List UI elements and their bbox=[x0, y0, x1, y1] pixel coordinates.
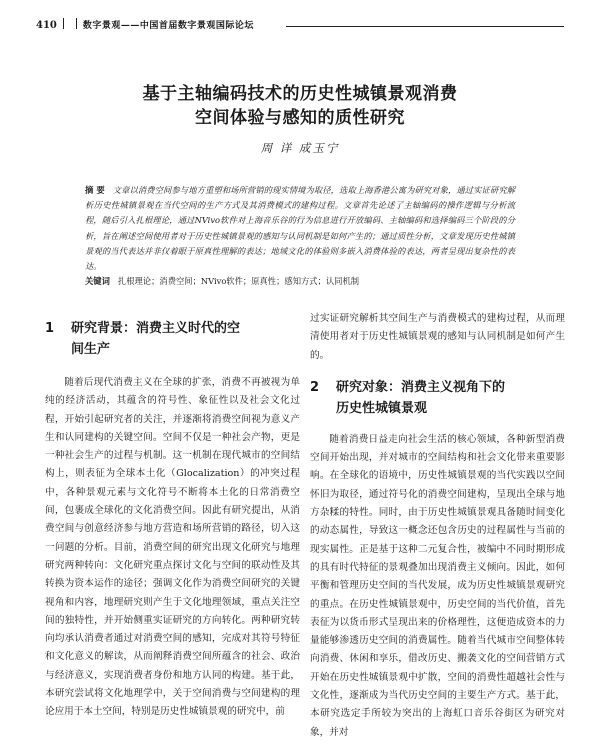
abstract-text: 文章以消费空间参与地方重塑和场所营销的现实情境为取径，选取上海香港公寓为研究对象，通过实证研究解析历史性城镇景观在当代空间的生产方式及其消费模式的建构过程。文章首先论述了主轴编码的操作逻辑与分析流程，随后引入扎根理论，通过NVivo软件对上海音乐谷的行为信息进行开放编码、主轴编码和选择编码三个阶段的分析，旨在阐述空间使用者对于历史性城镇景观的感知与认同机制是如何产生的；通过质性分析，文章发现历史性城镇景观的当代表达并非仅着眼于原真性理解的表达；地域文化的体验则多嵌入消费体验的表达，两者呈现出复杂性的表达。 bbox=[85, 185, 515, 272]
running-head bbox=[36, 17, 564, 35]
paper-title-line1: 基于主轴编码技术的历史性城镇景观消费 bbox=[142, 84, 458, 104]
body-paragraph: 随着后现代消费主义在全球的扩张，消费不再被视为单纯的经济活动，其蕴含的符号性、象征性以及社会文化过程，开始引起研究者的关注，并逐渐将消费空间视为意义产生和认同建构的关键空间。空间不仅是一种社会产物，更是一种社会生产的过程与机制。这一机制在现代城市的空间结构上，则表征为全球本土化（Glocalization）的冲突过程中，各种景观元素与文化符号不断将本土化的日常消费空间，包裹成全球化的文化消费空间。因此有研究提出，从消费空间与创意经济参与地方营造和场所营销的路径，切入这一问题的分析。目前，消费空间的研究出现文化研究与地理研究两种转向：文化研究重点探讨文化与空间的联动性及其转换为资本运作的途径；强调文化作为消费空间研究的关键视角和内容，地理研究则产生于文化地理领域，重点关注空间的独特性，并开始侧重实证研究的方向转化。两种研究转向均承认消费者通过对消费空间的感知，完成对其符号特征和文化意义的解读，从而阐释消费空间所蕴含的社会、政治与经济意义，实现消费者身份和地方认同的构建。基于此，本研究尝试将文化地理学中，关于空间消费与空间建构的理论应用于本土空间，特别是历史性城镇景观的研究中，前 bbox=[45, 377, 300, 718]
keywords bbox=[85, 274, 515, 288]
section-number: 2 bbox=[310, 379, 320, 395]
section-1-heading bbox=[45, 318, 300, 360]
section-title-line: 研究对象：消费主义视角下的 bbox=[336, 379, 506, 395]
section-number: 1 bbox=[45, 321, 55, 336]
header-divider bbox=[76, 18, 77, 29]
page-number: 410 bbox=[36, 20, 57, 31]
section-title-line: 研究背景：消费主义时代的空 bbox=[71, 321, 241, 336]
body-paragraph-continued: 过实证研究解析其空间生产与消费模式的建构过程，从而理清使用者对于历史性城镇景观的感知与认同机制是如何产生的。 bbox=[310, 313, 565, 361]
section-title-line: 历史性城镇景观 bbox=[336, 400, 428, 416]
running-head-title: 数字景观——中国首届数字景观国际论坛 bbox=[82, 21, 254, 31]
left-column bbox=[45, 310, 300, 722]
section-title bbox=[71, 318, 240, 360]
body-paragraph: 随着消费日益走向社会生活的核心领域，各种新型消费空间开始出现，并对城市的空间结构和社会文化带来重要影响。在全球化的语境中，历史性城镇景观的当代实践以空间怀旧为取径，通过符号化的消费空间建构，呈现出全球与地方杂糅的特性。同时，由于历史性城镇景观具备随时间变化的动态属性，导致这一概念还包含历史的过程属性与当前的现实属性。正是基于这种二元复合性，被编中不同时期形成的具有时代特征的景观叠加出现消费主义倾向。因此，如何平衡和管理历史空间的当代发展，成为历史性城镇景观研究的重点。在历史性城镇景观中，历史空间的当代价值，首先表征为以货币形式呈现出来的价格理性，这便造成资本的力量能够渗透历史空间的消费属性。随着当代城市空间整体转向消费、休闲和享乐，借改历史、搬袭文化的空间营销方式开始在历史性城镇景观中扩散，空间的消费性超越社会性与文化性，逐渐成为当代历史空间的主要生产方式。基于此，本研究选定手所较为突出的上海虹口音乐谷街区为研究对象，并对 bbox=[310, 433, 565, 738]
keywords-label: 关键词 bbox=[85, 276, 110, 286]
section-2-heading bbox=[310, 377, 565, 419]
header-divider bbox=[63, 18, 64, 29]
right-column bbox=[310, 310, 565, 742]
keywords-text: 扎根理论；消费空间；NVivo软件；原真性；感知方式；认同机制 bbox=[117, 276, 360, 286]
header-rule bbox=[286, 26, 564, 27]
abstract-label: 摘 要 bbox=[85, 185, 105, 195]
paper-title-line2: 空间体验与感知的质性研究 bbox=[195, 108, 405, 128]
section-title bbox=[336, 377, 505, 419]
abstract bbox=[85, 183, 515, 274]
authors: 周 详 成玉宁 bbox=[260, 141, 340, 155]
section-title-line: 间生产 bbox=[71, 342, 111, 357]
